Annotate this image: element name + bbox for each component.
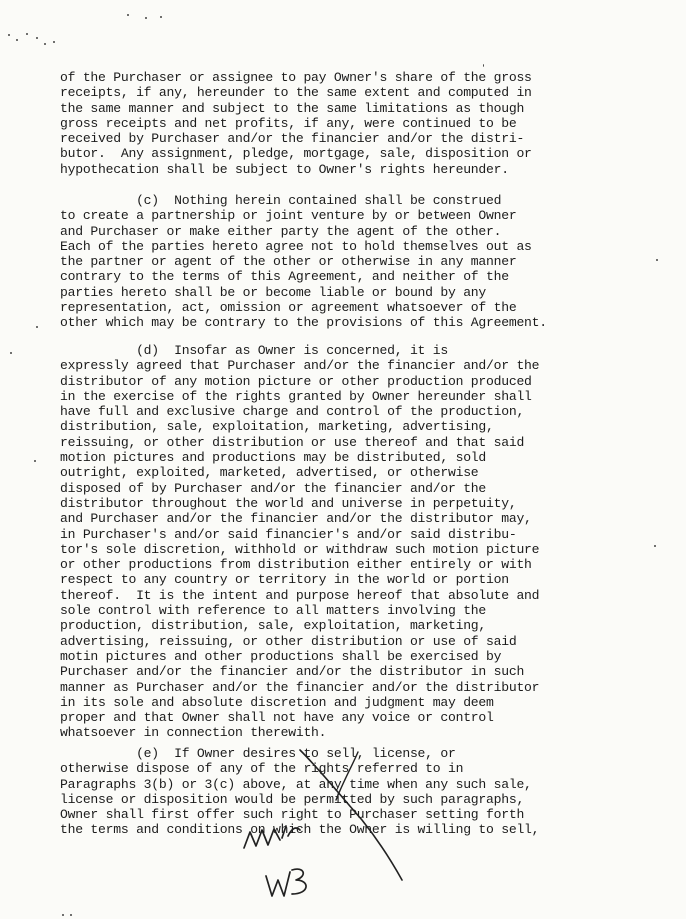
text-line: advertising, reissuing, or other distribution or use of said (60, 633, 517, 649)
text-line: and Purchaser or make either party the agent of the other. (60, 223, 502, 239)
text-line: the terms and conditions on which the Owner is willing to sell, (60, 822, 540, 838)
text-line: disposed of by Purchaser and/or the financier and/or the (60, 480, 487, 496)
scan-speck (70, 914, 72, 916)
text-line: tor's sole discretion, withhold or withdraw such motion picture (60, 541, 540, 557)
text-line: manner as Purchaser and/or the financier and/or the distributor (60, 679, 540, 695)
text-line: motion pictures and productions may be distributed, sold (60, 450, 487, 466)
scan-speck (26, 33, 28, 35)
text-line: the partner or agent of the other or otherwise in any manner (60, 254, 517, 270)
text-line: Purchaser and/or the financier and/or the distributor in such (60, 664, 525, 680)
scan-speck (62, 914, 64, 916)
text-line: received by Purchaser and/or the financier and/or the distri- (60, 131, 525, 147)
initials-wb-signature (266, 869, 306, 896)
scan-speck (16, 39, 18, 41)
scan-speck (654, 545, 656, 547)
text-line: Owner shall first offer such right to Purchaser setting forth (60, 807, 525, 823)
text-line: (d) Insofar as Owner is concerned, it is (60, 343, 448, 358)
text-line: parties hereto shall be or become liable or bound by any (60, 284, 487, 300)
text-line: in its sole and absolute discretion and judgment may deem (60, 694, 494, 710)
text-line: to create a partnership or joint venture by or between Owner (60, 208, 517, 224)
text-line: sole control with reference to all matters involving the (60, 603, 487, 619)
text-line: distributor throughout the world and universe in perpetuity, (60, 495, 517, 511)
scan-speck (656, 259, 658, 261)
text-line: expressly agreed that Purchaser and/or the financier and/or the (60, 358, 540, 374)
scan-speck (44, 43, 46, 45)
handwritten-slash-mark (300, 750, 402, 880)
scan-speck (145, 17, 147, 19)
text-line: other which may be contrary to the provisions of this Agreement. (60, 315, 547, 331)
text-line: license or disposition would be permitted by such paragraphs, (60, 791, 525, 807)
scan-speck (10, 352, 12, 354)
text-line: (e) If Owner desires to sell, license, or (60, 746, 456, 761)
text-line: the same manner and subject to the same limitations as though (60, 100, 525, 116)
text-line: outright, exploited, marketed, advertised, or otherwise (60, 465, 479, 481)
text-line: otherwise dispose of any of the rights referred to in (60, 761, 464, 777)
scan-speck (36, 326, 38, 328)
text-line: whatsoever in connection therewith. (60, 725, 327, 741)
text-line: (c) Nothing herein contained shall be construed (60, 193, 502, 208)
handwritten-slash-mark (336, 752, 358, 800)
text-line: butor. Any assignment, pledge, mortgage, sale, disposition or (60, 146, 532, 162)
text-line: and Purchaser and/or the financier and/or the distributor may, (60, 511, 532, 527)
scan-speck (127, 14, 129, 16)
text-line: in Purchaser's and/or said financier's and/or said distribu- (60, 526, 517, 542)
text-line: hypothecation shall be subject to Owner's rights hereunder. (60, 161, 509, 177)
text-line: motin pictures and other productions shall be exercised by (60, 648, 502, 664)
text-line: representation, act, omission or agreement whatsoever of the (60, 300, 517, 316)
scan-speck (8, 34, 10, 36)
text-line: thereof. It is the intent and purpose hereof that absolute and (60, 587, 540, 603)
text-line: production, distribution, sale, exploitation, marketing, (60, 618, 487, 634)
text-line: or other productions from distribution either entirely or with (60, 557, 532, 573)
text-line: contrary to the terms of this Agreement, and neither of the (60, 269, 509, 285)
initials-mw-signature (244, 826, 300, 848)
text-line: distributor of any motion picture or other production produced (60, 373, 532, 389)
text-line: receipts, if any, hereunder to the same extent and computed in (60, 85, 532, 101)
scan-speck (34, 460, 36, 462)
scan-speck (160, 16, 162, 18)
text-line: of the Purchaser or assignee to pay Owner's share of the gross (60, 70, 532, 85)
text-line: Each of the parties hereto agree not to hold themselves out as (60, 238, 532, 254)
text-line: gross receipts and net profits, if any, were continued to be (60, 115, 517, 131)
text-line: Paragraphs 3(b) or 3(c) above, at any time when any such sale, (60, 776, 532, 792)
text-line: have full and exclusive charge and control of the production, (60, 404, 525, 420)
text-line: distribution, sale, exploitation, marketing, advertising, (60, 419, 494, 435)
text-line: respect to any country or territory in the world or portion (60, 572, 509, 588)
text-line: in the exercise of the rights granted by Owner hereunder shall (60, 388, 532, 404)
scan-speck (483, 64, 484, 67)
scan-speck (53, 41, 55, 43)
text-line: reissuing, or other distribution or use thereof and that said (60, 434, 525, 450)
text-line: proper and that Owner shall not have any voice or control (60, 710, 494, 726)
scan-speck (36, 37, 38, 39)
